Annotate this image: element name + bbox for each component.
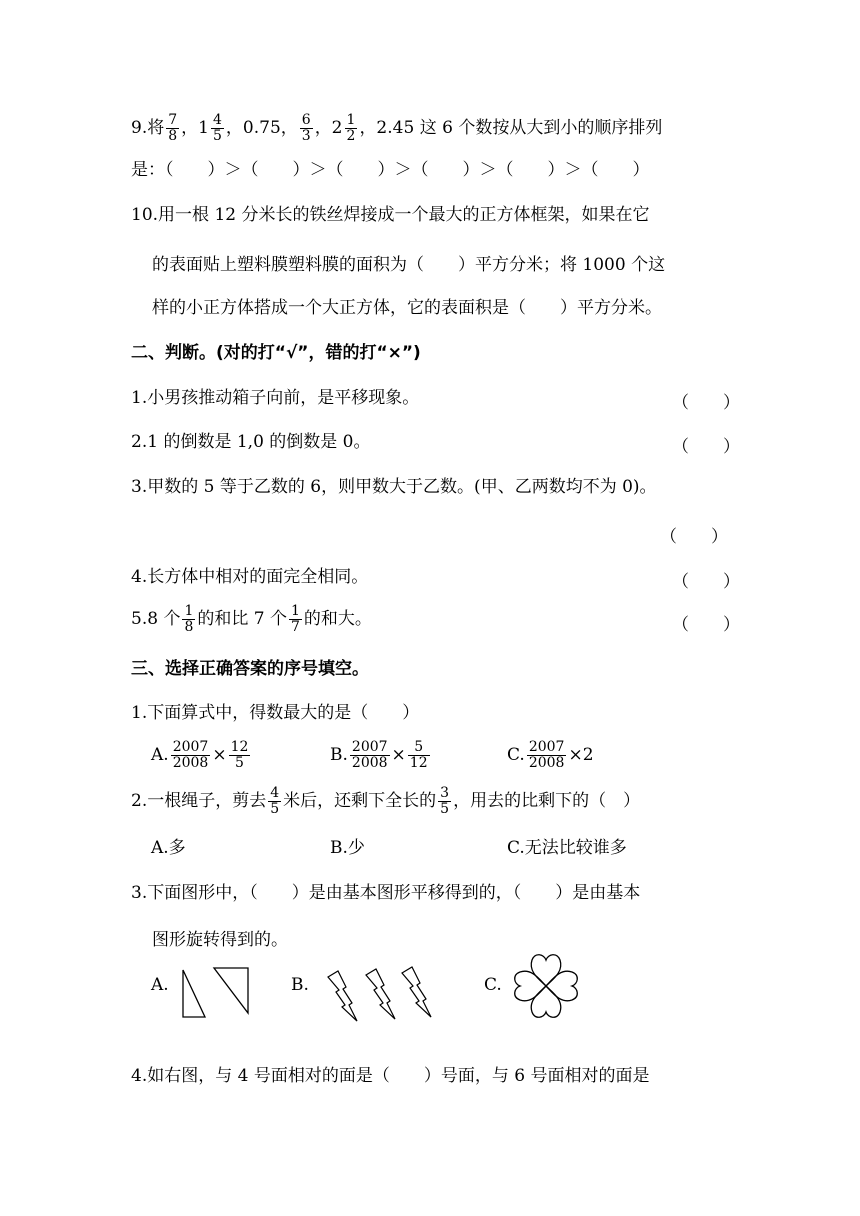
choice-q3-line2: 图形旋转得到的。 xyxy=(152,930,288,950)
heart-flower-figure xyxy=(508,948,584,1024)
q10-line2: 的表面贴上塑料膜塑料膜的面积为（ ）平方分米；将 1000 个这 xyxy=(152,255,666,275)
answer-blank: （ ） xyxy=(672,572,740,592)
choice-q2-stem: 2.一根绳子，剪去 $\frac{4}{5}$ 米后，还剩下全长的 $\frac{3}{5}$ ，用去的比剩下的（ ） xyxy=(131,785,641,817)
fraction: $\frac{1}{7}$ xyxy=(291,603,300,635)
answer-blank: （ ） xyxy=(672,615,740,635)
q10-line1: 10.用一根 12 分米长的铁丝焊接成一个最大的正方体框架，如果在它 xyxy=(131,205,650,225)
q9-line2: 是：（ ）＞（ ）＞（ ）＞（ ）＞（ ）＞（ ） xyxy=(131,160,650,180)
q10-line3: 样的小正方体搭成一个大正方体，它的表面积是（ ）平方分米。 xyxy=(152,298,662,318)
choice-q1-option-b: B. $\frac{2007}{2008}$ × $\frac{5}{12}$ xyxy=(330,739,428,771)
section-title-choice: 三、选择正确答案的序号填空。 xyxy=(131,659,369,679)
fraction: $\frac{6}{3}$ xyxy=(301,112,311,144)
q9-lead: 9.将 xyxy=(131,118,165,138)
choice-q3-line1: 3.下面图形中，（ ）是由基本图形平移得到的，（ ）是由基本 xyxy=(131,883,641,903)
judge-item-4: 4.长方体中相对的面完全相同。 xyxy=(131,567,369,587)
choice-q4-line1: 4.如右图，与 4 号面相对的面是（ ）号面，与 6 号面相对的面是 xyxy=(131,1066,650,1086)
section-title-judgement: 二、判断。(对的打“√”，错的打“×”) xyxy=(131,343,421,363)
judge-item-3: 3.甲数的 5 等于乙数的 6，则甲数大于乙数。(甲、乙两数均不为 0)。 xyxy=(131,477,657,497)
choice-q1-stem: 1.下面算式中，得数最大的是（ ） xyxy=(131,703,420,723)
judge-item-2: 2.1 的倒数是 1,0 的倒数是 0。 xyxy=(131,432,371,452)
fraction: $\frac{1}{2}$ xyxy=(346,112,356,144)
judge-item-5: 5.8 个 $\frac{1}{8}$ 的和比 7 个 $\frac{1}{7}$ 的和大。 xyxy=(131,603,372,635)
choice-q2-option-c: C.无法比较谁多 xyxy=(507,838,627,858)
choice-q3-option-b: B. xyxy=(291,975,309,995)
q9-tail: ，2.45 这 6 个数按从大到小的顺序排列 xyxy=(359,118,663,138)
fraction: $\frac{7}{8}$ xyxy=(168,112,178,144)
answer-blank: （ ） xyxy=(672,393,740,413)
triangles-figure xyxy=(178,965,258,1023)
judge-item-1: 1.小男孩推动箱子向前，是平移现象。 xyxy=(131,388,420,408)
choice-q3-option-c: C. xyxy=(484,975,502,995)
choice-q2-option-b: B.少 xyxy=(330,838,365,858)
answer-blank: （ ） xyxy=(660,527,728,547)
choice-q2-option-a: A.多 xyxy=(151,838,186,858)
lightning-figure xyxy=(322,965,437,1027)
q9-line1: 9.将 $\frac{7}{8}$ ，1 $\frac{4}{5}$ ，0.75， $\frac{6}{3}$ ，2 $\frac{1}{2}$ ，2.45 这 6 个数按从大到小的顺序排列 xyxy=(131,112,663,144)
choice-q3-option-a: A. xyxy=(151,975,169,995)
fraction: $\frac{1}{8}$ xyxy=(184,603,194,635)
answer-blank: （ ） xyxy=(672,437,740,457)
choice-q1-option-c: C. $\frac{2007}{2008}$ ×2 xyxy=(507,739,594,771)
fraction: $\frac{4}{5}$ xyxy=(212,112,222,144)
choice-q1-option-a: A. $\frac{2007}{2008}$ × $\frac{12}{5}$ xyxy=(151,739,249,771)
